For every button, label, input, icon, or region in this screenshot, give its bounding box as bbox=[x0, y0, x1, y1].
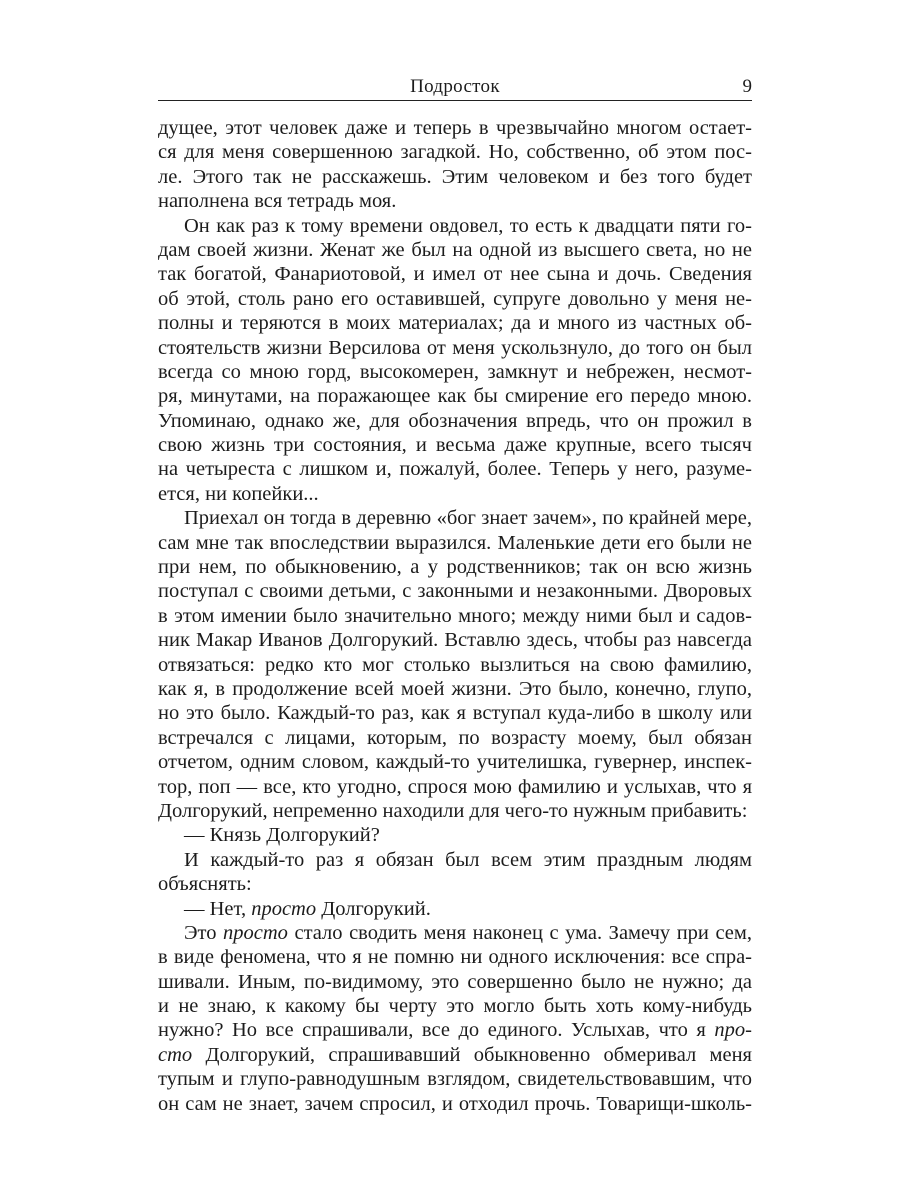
italic-emphasis: просто bbox=[223, 921, 288, 944]
text-line: тор, поп — все, кто угодно, спрося мою фамилию и услыхав, что я bbox=[158, 775, 752, 798]
text-line: всегда со мною горд, высокомерен, замкнут и небрежен, несмот- bbox=[158, 360, 752, 383]
text-line: отчетом, одним словом, каждый-то учителишка, гувернер, инспек- bbox=[158, 751, 752, 774]
text-line: он сам не знает, зачем спросил, и отходил прочь. Товарищи-школь- bbox=[158, 1092, 752, 1115]
text-line: и не знаю, к какому бы черту это могло быть хоть кому-нибудь bbox=[158, 995, 752, 1018]
running-header bbox=[158, 72, 752, 101]
text-line: тупым и глупо-равнодушным взглядом, свидетельствовавшим, что bbox=[158, 1068, 752, 1091]
body-text bbox=[158, 116, 752, 1116]
italic-emphasis: просто bbox=[251, 897, 317, 920]
text-line: объяснять: bbox=[158, 873, 252, 896]
text-line: встречался с лицами, которым, по возрасту моему, был обязан bbox=[158, 726, 752, 749]
text-line: — Князь Долгорукий? bbox=[184, 824, 380, 847]
text-line: ется, ни копейки... bbox=[158, 482, 319, 505]
text-line: на четыреста с лишком и, пожалуй, более. Теперь у него, разуме- bbox=[158, 458, 752, 481]
text-line: Приехал он тогда в деревню «бог знает зачем», по крайней мере, bbox=[184, 507, 752, 530]
text-line: ле. Этого так не расскажешь. Этим человеком и без того будет bbox=[158, 165, 752, 188]
text-line: стоятельств жизни Версилова от меня ускользнуло, до того он был bbox=[158, 336, 752, 359]
page-number: 9 bbox=[742, 76, 752, 97]
text-line: так богатой, Фанариотовой, и имел от нее сына и дочь. Сведения bbox=[158, 263, 752, 286]
text-line: ся для меня совершенною загадкой. Но, собственно, об этом пос- bbox=[158, 141, 752, 164]
text-line: полны и теряются в моих материалах; да и много из частных об- bbox=[158, 312, 752, 335]
text-line: Упоминаю, однако же, для обозначения впредь, что он прожил в bbox=[158, 409, 752, 432]
text-line: сам мне так впоследствии выразился. Маленькие дети его были не bbox=[158, 531, 752, 554]
text-line: при нем, по обыкновению, а у родственников; так он всю жизнь bbox=[158, 556, 752, 579]
italic-emphasis: про- bbox=[714, 1019, 752, 1042]
text-line: шивали. Иным, по-видимому, это совершенно было не нужно; да bbox=[158, 970, 752, 993]
text-line: И каждый-то раз я обязан был всем этим праздным людям bbox=[184, 848, 752, 871]
text-line: сто Долгорукий, спрашивавший обыкновенно обмеривал меня bbox=[158, 1043, 752, 1066]
text-line: поступал с своими детьми, с законными и незаконными. Дворовых bbox=[158, 580, 752, 603]
text-line: в этом имении было значительно много; между ними был и садов- bbox=[158, 604, 752, 627]
text-line: свою жизнь три состояния, и весьма даже крупные, всего тысяч bbox=[158, 434, 752, 457]
text-line: — Нет, просто Долгорукий. bbox=[184, 897, 431, 920]
text-line: в виде феномена, что я не помню ни одного исключения: все спра- bbox=[158, 946, 752, 969]
text-line: но это было. Каждый-то раз, как я вступал куда-либо в школу или bbox=[158, 702, 752, 725]
text-line: дущее, этот человек даже и теперь в чрезвычайно многом остает- bbox=[158, 117, 752, 139]
italic-emphasis: сто bbox=[158, 1043, 193, 1066]
running-title: Подросток bbox=[410, 76, 500, 97]
text-line: ник Макар Иванов Долгорукий. Вставлю здесь, чтобы раз навсегда bbox=[158, 629, 752, 652]
text-line: Долгорукий, непременно находили для чего-то нужным прибавить: bbox=[158, 799, 748, 822]
text-line: дам своей жизни. Женат же был на одной из высшего света, но не bbox=[158, 238, 752, 261]
text-line: наполнена вся тетрадь моя. bbox=[158, 190, 397, 213]
text-line: Это просто стало сводить меня наконец с ума. Замечу при сем, bbox=[184, 921, 752, 944]
text-line: Он как раз к тому времени овдовел, то есть к двадцати пяти го- bbox=[184, 214, 752, 237]
text-line: ря, минутами, на поражающее как бы смирение его передо мною. bbox=[158, 385, 752, 408]
text-line: отвязаться: редко кто мог столько вызлиться на свою фамилию, bbox=[158, 653, 752, 676]
text-line: об этой, столь рано его оставившей, супруге довольно у меня не- bbox=[158, 287, 752, 310]
text-line: нужно? Но все спрашивали, все до единого. Услыхав, что я про- bbox=[158, 1019, 752, 1042]
text-line: как я, в продолжение всей моей жизни. Это было, конечно, глупо, bbox=[158, 677, 752, 700]
